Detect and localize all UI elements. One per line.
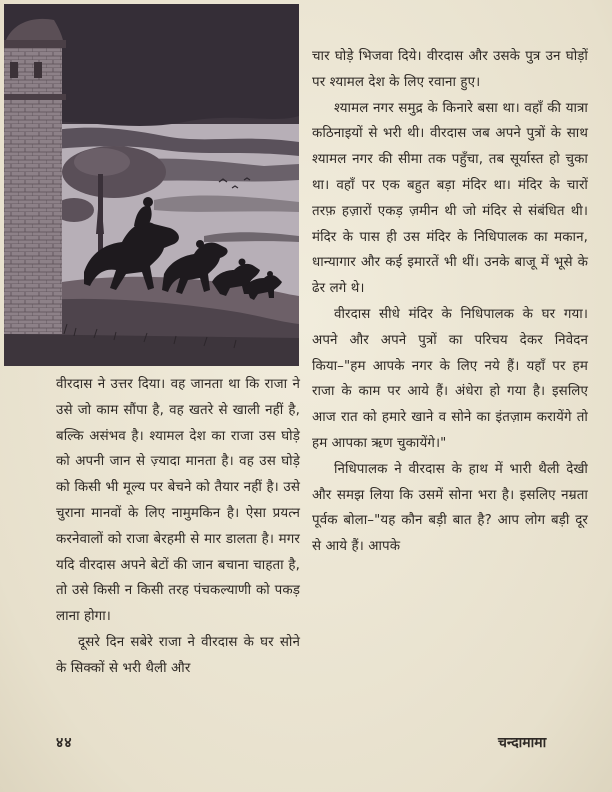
paragraph: दूसरे दिन सबेरे राजा ने वीरदास के घर सोने के सिक्कों से भरी थैली और — [56, 634, 300, 676]
right-text-column — [312, 44, 588, 560]
story-illustration — [4, 4, 299, 366]
magazine-name: चन्दामामा — [498, 735, 547, 751]
page-number: ४४ — [56, 735, 73, 751]
horsemen-riding-past-tower-icon — [4, 4, 299, 366]
left-text-column — [56, 372, 300, 682]
paragraph: निधिपालक ने वीरदास के हाथ में भारी थैली देखी और समझ लिया कि उसमें सोना भरा है। इसलिए नम्रता पूर्वक बोला–"यह कौन बड़ी बात है? आप लोग बड़ी दूर से आये हैं। आपके — [312, 461, 588, 555]
paragraph: चार घोड़े भिजवा दिये। वीरदास और उसके पुत्र उन घोड़ों पर श्यामल देश के लिए रवाना हुए। — [312, 49, 588, 90]
paragraph: वीरदास सीधे मंदिर के निधिपालक के घर गया। अपने और अपने पुत्रों का परिचय देकर निवेदन किया–"हम आपके नगर के लिए नये हैं। यहाँ पर हम राजा के काम पर आये हैं। अंधेरा हो गया है। इसलिए आज रात को हमारे खाने व सोने का इंतज़ाम करायेंगे तो हम आपका ऋण चुकायेंगे।" — [312, 306, 588, 451]
paragraph: वीरदास ने उत्तर दिया। वह जानता था कि राजा ने उसे जो काम सौंपा है, वह खतरे से खाली नहीं है, बल्कि असंभव है। श्यामल देश का राजा उस घोड़े को अपनी जान से ज़्यादा मानता है। वह उस घोड़े को किसी भी मूल्य पर बेचने को तैयार नहीं है। उसे चुराना मानवों के लिए नामुमकिन है। ऐसा प्रयत्न करनेवालों को राजा बेरहमी से मार डालता है। मगर यदि वीरदास अपने बेटों की जान बचाना चाहता है, तो उसे किसी न किसी तरह पंचकल्याणी को पकड़ लाना होगा। — [56, 377, 300, 625]
paragraph: श्यामल नगर समुद्र के किनारे बसा था। वहाँ की यात्रा कठिनाइयों से भरी थी। वीरदास जब अपने पुत्रों के साथ श्यामल नगर की सीमा तक पहुँचा, तब सूर्यास्त हो चुका था। वहाँ पर एक बहुत बड़ा मंदिर था। मंदिर के चारों तरफ़ हज़ारों एकड़ ज़मीन थी जो मंदिर से संबंधित थी। मंदिर के पास ही उस मंदिर के निधिपालक का मकान, धान्यागार और कई इमारतें भी थीं। उनके बाजू में भूसे के ढेर लगे थे। — [312, 100, 588, 297]
